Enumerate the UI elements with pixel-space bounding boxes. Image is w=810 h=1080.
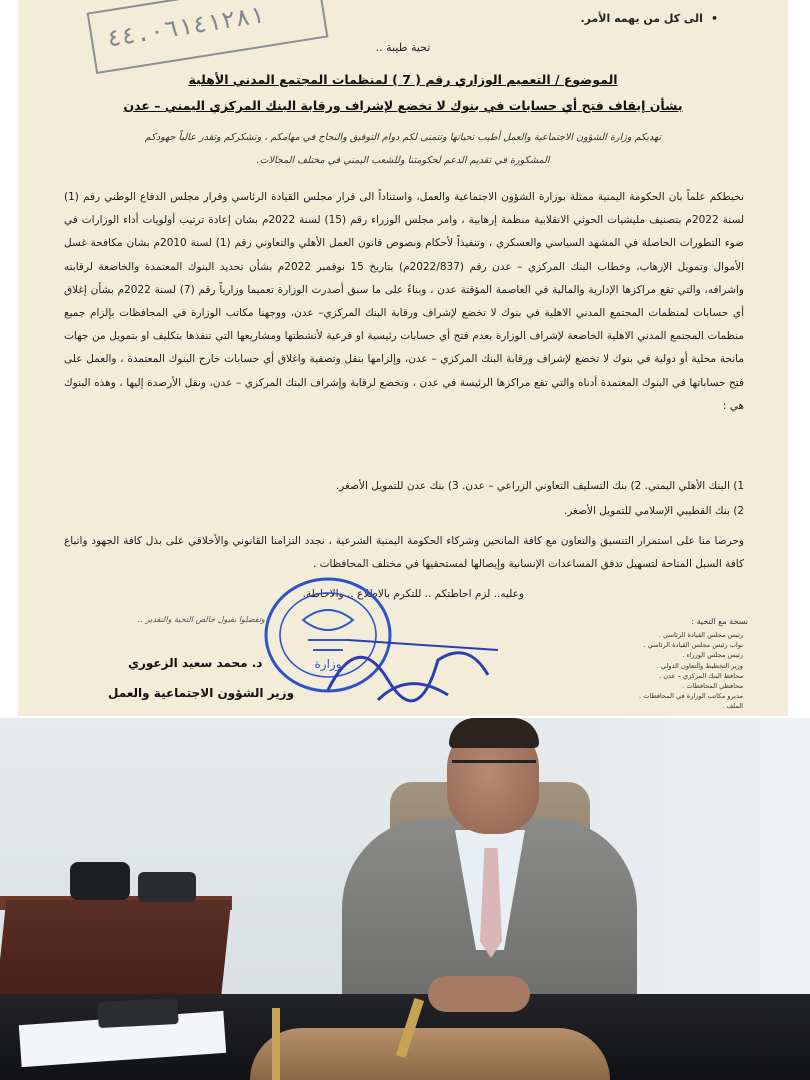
cc-item: الملف . [722, 702, 743, 711]
desk-phone-icon [138, 872, 196, 902]
tablet-device [97, 998, 178, 1028]
greeting: تحية طيبة .. [375, 41, 431, 54]
desk-nameplate [250, 1028, 610, 1080]
signature-scribble [318, 620, 518, 710]
signatory-name: د. محمد سعيد الزعوري [128, 656, 263, 670]
closing-line: وعليه.. لزم احاطتكم .. للتكرم بالاطلاع .. والاحاطة. [302, 588, 524, 600]
body-paragraph: نحيطكم علماً بان الحكومة اليمنية ممثلة بوزارة الشؤون الاجتماعية والعمل، واستناداً الى قرار مجلس القيادة الرئاسي وقرار مجلس الدفاع الوطني رقم (1) لسنة 2022م بتصنيف مليشيات الحوثي الانقلابية منظمة إرهابية ، وامر مجلس الوزراء رقم (15) لسنة 2022م بشان إعادة ترتيب أولويات أداء الوزارات في ضوء التطورات الحاصلة في المشهد السياسي والعسكري ، وتنفيذاً لأحكام ونصوص قانون العمل الأهلي والتعاوني رقم (1) لسنة 2010م بشان مكافحة غسل الأموال وتمويل الإرهاب، وخطاب البنك المركزي – عدن رقم (2022/837م) بتاريخ 15 نوفمبر 2022م بشأن تحديد البنوك المعتمدة والخاضعة لرقابته واشرافه، والتي تقع مراكزها الإدارية والمالية في العاصمة المؤقتة عدن ، وبناءً على ما سبق أصدرت الوزارة تعميما وزارياً رقم (7) لسنة 2022م بشأن إغلاق أي حسابات لمنظمات المجتمع المدني الاهلية في بنوك لا تخضع لإشراف ورقابة البنك المركزي– عدن، ووجهنا مكاتب الوزارة في المحافظات بإلزام جميع منظمات المجتمع المدني الاهلية الخاضعة لإشراف الوزارة بعدم فتح أي حسابات رئيسية او فرعية لأنشطتها ومشاريعها التي تنفذها بتكليف او بتمويل من جهات مانحة محلية أو دولية في بنوك لا تخضع لإشراف ورقابة البنك المركزي – عدن، وإلزامها بنقل وتصفية واغلاق أي حسابات خارج البنوك المعتمدة ، والعمل على فتح حساباتها في البنوك المعتمدة أدناه والتي تقع مراكزها الرئيسة في عدن ، وتخضع لرقابة وإشراف البنك المركزي – عدن، ونقل الأرصدة إليها ، وهذه البنوك هي : [64, 191, 745, 412]
ministerial-letter [18, 0, 788, 716]
cc-item: وزير التخطيط والتعاون الدولي . [656, 661, 743, 670]
pen-stand-icon [272, 1008, 280, 1080]
intro-line-1: تهديكم وزارة الشؤون الاجتماعية والعمل أطيب تحياتها وتتمنى لكم دوام التوفيق والنجاح في مهامكم ، وتشكركم وتقدر عالياً جهودكم [144, 132, 662, 143]
cc-item: محافظ البنك المركزي – عدن . [659, 671, 743, 680]
subject-line-2: بشأن إيقاف فتح أي حسابات في بنوك لا تخضع لإشراف ورقابة البنك المركزي اليمني – عدن [123, 98, 683, 113]
addressee-line: • الى كل من يهمه الأمر. [580, 12, 718, 25]
cc-item: رئيس مجلس الوزراء . [682, 651, 743, 660]
intro-line-2: المشكورة في تقديم الدعم لحكومتنا وللشعب اليمني في مختلف المجالات. [256, 155, 550, 166]
seal-text: وزارة [314, 657, 342, 671]
subject-line-1: الموضوع / التعميم الوزاري رقم ( 7 ) لمنظمات المجتمع المدني الأهلية [188, 72, 618, 87]
banks-row-1: 1) البنك الأهلي اليمني. 2) بنك التسليف التعاوني الزراعي – عدن. 3) بنك عدن للتمويل الأصغر. [335, 480, 744, 492]
cc-list [573, 630, 743, 712]
man-hair [449, 718, 539, 748]
cc-item: رئيس مجلس القيادة الرئاسي . [658, 631, 743, 639]
banks-row-2: 2) بنك القطيبي الإسلامي للتمويل الأصغر. [563, 505, 744, 517]
cc-item: نواب رئيس مجلس القيادة الرئاسي . [643, 641, 743, 650]
desk-phone-icon [70, 862, 130, 900]
sign-note: وتفضلوا بقبول خالص التحية والتقدير .. [138, 615, 265, 624]
cc-item: محافظي المحافظات . [682, 682, 743, 691]
man-hands [428, 976, 530, 1012]
signatory-title: وزير الشؤون الاجتماعية والعمل [108, 686, 295, 700]
minister-photo [0, 718, 810, 1080]
glasses-icon [452, 760, 536, 777]
registration-stamp: ٤٤.٠٦١٤١٢٨١ [87, 0, 329, 74]
cc-heading: نسخة مع التحية : [691, 617, 748, 626]
cc-item: مديرو مكاتب الوزارة في المحافظات . [639, 692, 743, 701]
closing-paragraph: وحرصا منا على استمرار التنسيق والتعاون مع كافة المانحين وشركاء الحكومة اليمنية الشرعية ، نجدد التزامنا القانوني والأخلاقي على بذل كافة الجهود واتباع كافة السبل المتاحة لتسهيل تدفق المساعدات الإنسانية وإيصالها لمستحقيها في مختلف المحافظات . [64, 535, 744, 570]
